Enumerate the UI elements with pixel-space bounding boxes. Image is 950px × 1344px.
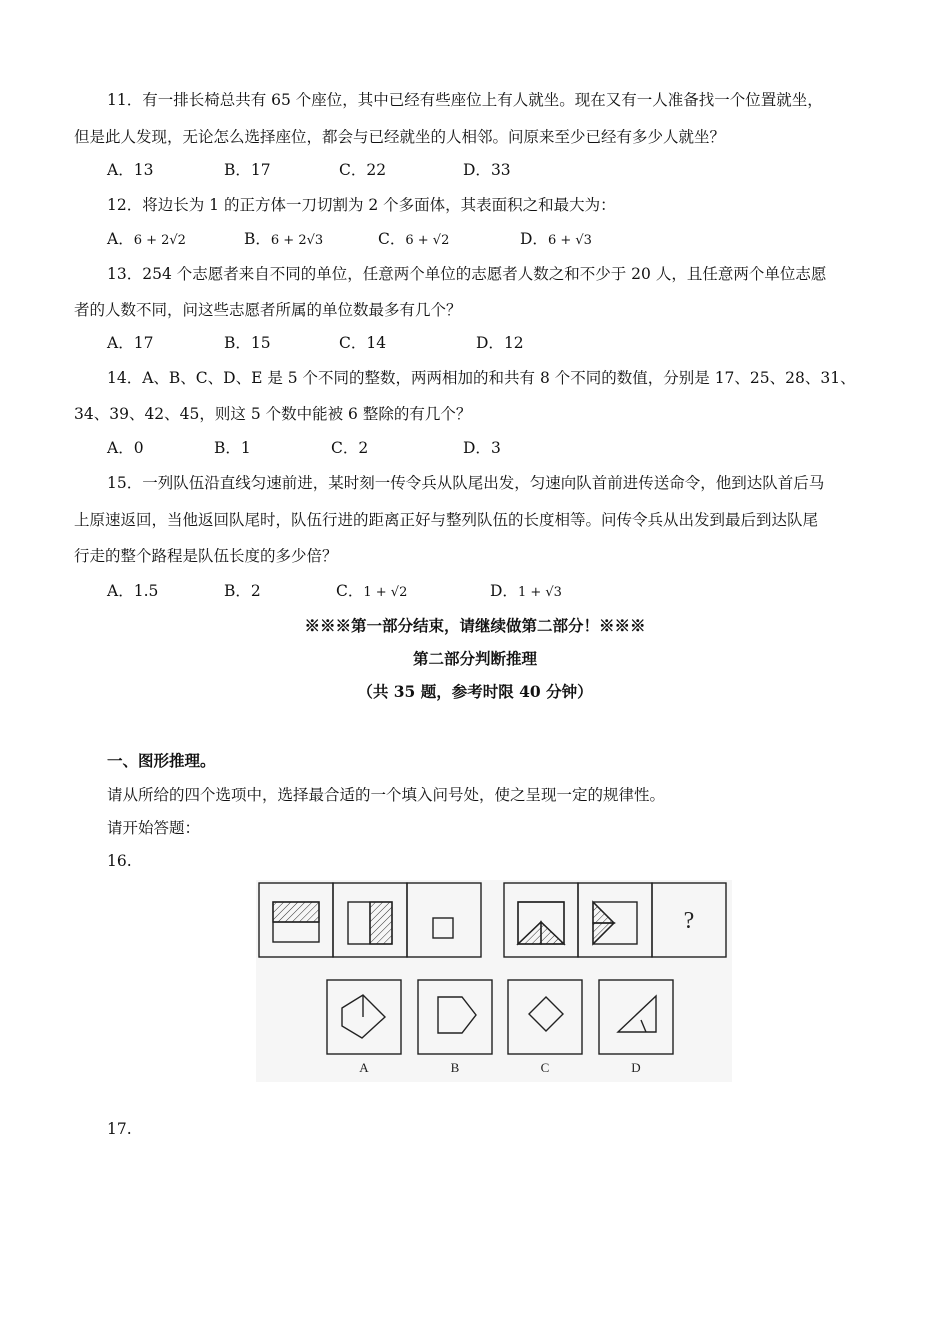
option-box-b (418, 980, 492, 1054)
q11-text-line1: 11．有一排长椅总共有 65 个座位，其中已经有些座位上有人就坐。现在又有一人准备找一个位置就坐， (107, 91, 823, 109)
option-box-d (599, 980, 673, 1054)
q17-number: 17. (107, 1120, 132, 1138)
option-label-b[interactable]: B (450, 1060, 460, 1075)
start-prompt: 请开始答题： (107, 819, 201, 837)
q14-text-line2: 34、39、42、45，则这 5 个数中能被 6 整除的有几个？ (74, 405, 472, 423)
q15-text-line1: 15．一列队伍沿直线匀速前进，某时刻一传令兵从队尾出发，匀速向队首前进传送命令，他到达队首后马 (107, 474, 825, 492)
q12-text-line1: 12．将边长为 1 的正方体一刀切割为 2 个多面体，其表面积之和最大为： (107, 196, 616, 214)
part1-end-notice: ※※※第一部分结束，请继续做第二部分！※※※ (304, 616, 646, 635)
sequence-cell-4 (504, 883, 578, 957)
option-label-a[interactable]: A (359, 1060, 369, 1075)
q14-text-line1: 14．A、B、C、D、E 是 5 个不同的整数，两两相加的和共有 8 个不同的数值，分别是 17、25、28、31、 (107, 369, 856, 387)
sequence-cell-5 (578, 883, 652, 957)
option-c[interactable]: C．14 (339, 334, 387, 352)
q11-text-line2: 但是此人发现，无论怎么选择座位，都会与已经就坐的人相邻。问原来至少已经有多少人就坐？ (74, 128, 726, 146)
triangle-shape (618, 996, 656, 1032)
option-d[interactable]: D．1 + √3 (490, 582, 562, 600)
part2-title: 第二部分判断推理 (412, 649, 537, 668)
option-label-c[interactable]: C (540, 1060, 550, 1075)
small-square-shape (433, 918, 453, 938)
hatched-half (273, 902, 319, 922)
option-box-a (327, 980, 401, 1054)
section-title: 一、图形推理。 (107, 751, 216, 770)
option-c[interactable]: C．1 + √2 (336, 582, 408, 600)
option-d[interactable]: D．33 (463, 161, 511, 179)
part2-subtitle: （共 35 题，参考时限 40 分钟） (357, 682, 593, 701)
option-b[interactable]: B．2 (224, 582, 261, 600)
diamond-shape (529, 997, 563, 1031)
q13-text-line2: 者的人数不同，问这些志愿者所属的单位数最多有几个？ (74, 301, 462, 319)
option-c[interactable]: C．22 (339, 161, 387, 179)
q15-text-line3: 行走的整个路程是队伍长度的多少倍？ (74, 547, 338, 565)
q16-number: 16. (107, 852, 132, 870)
q16-figure (256, 880, 732, 1082)
instruction: 请从所给的四个选项中，选择最合适的一个填入问号处，使之呈现一定的规律性。 (107, 786, 666, 804)
option-b[interactable]: B．1 (214, 439, 251, 457)
option-a[interactable]: A．17 (107, 334, 154, 352)
option-a[interactable]: A．6 + 2√2 (107, 230, 186, 248)
q13-text-line1: 13．254 个志愿者来自不同的单位，任意两个单位的志愿者人数之和不少于 20 人，且任意两个单位志愿 (107, 265, 827, 283)
option-a[interactable]: A．0 (107, 439, 144, 457)
option-c[interactable]: C．6 + √2 (378, 230, 450, 248)
pentagon-shape (438, 997, 476, 1033)
option-label-d[interactable]: D (631, 1060, 641, 1075)
option-a[interactable]: A．13 (107, 161, 154, 179)
option-b[interactable]: B．6 + 2√3 (244, 230, 324, 248)
question-mark: ? (683, 908, 695, 934)
option-b[interactable]: B．17 (224, 161, 271, 179)
option-d[interactable]: D．12 (476, 334, 524, 352)
q15-text-line2: 上原速返回，当他返回队尾时，队伍行进的距离正好与整列队伍的长度相等。问传令兵从出发到最后到达队尾 (74, 511, 819, 529)
option-c[interactable]: C．2 (331, 439, 369, 457)
option-d[interactable]: D．3 (463, 439, 501, 457)
sequence-cell-3 (407, 883, 481, 957)
option-box-c (508, 980, 582, 1054)
option-b[interactable]: B．15 (224, 334, 271, 352)
option-d[interactable]: D．6 + √3 (520, 230, 592, 248)
option-a[interactable]: A．1.5 (107, 582, 159, 600)
